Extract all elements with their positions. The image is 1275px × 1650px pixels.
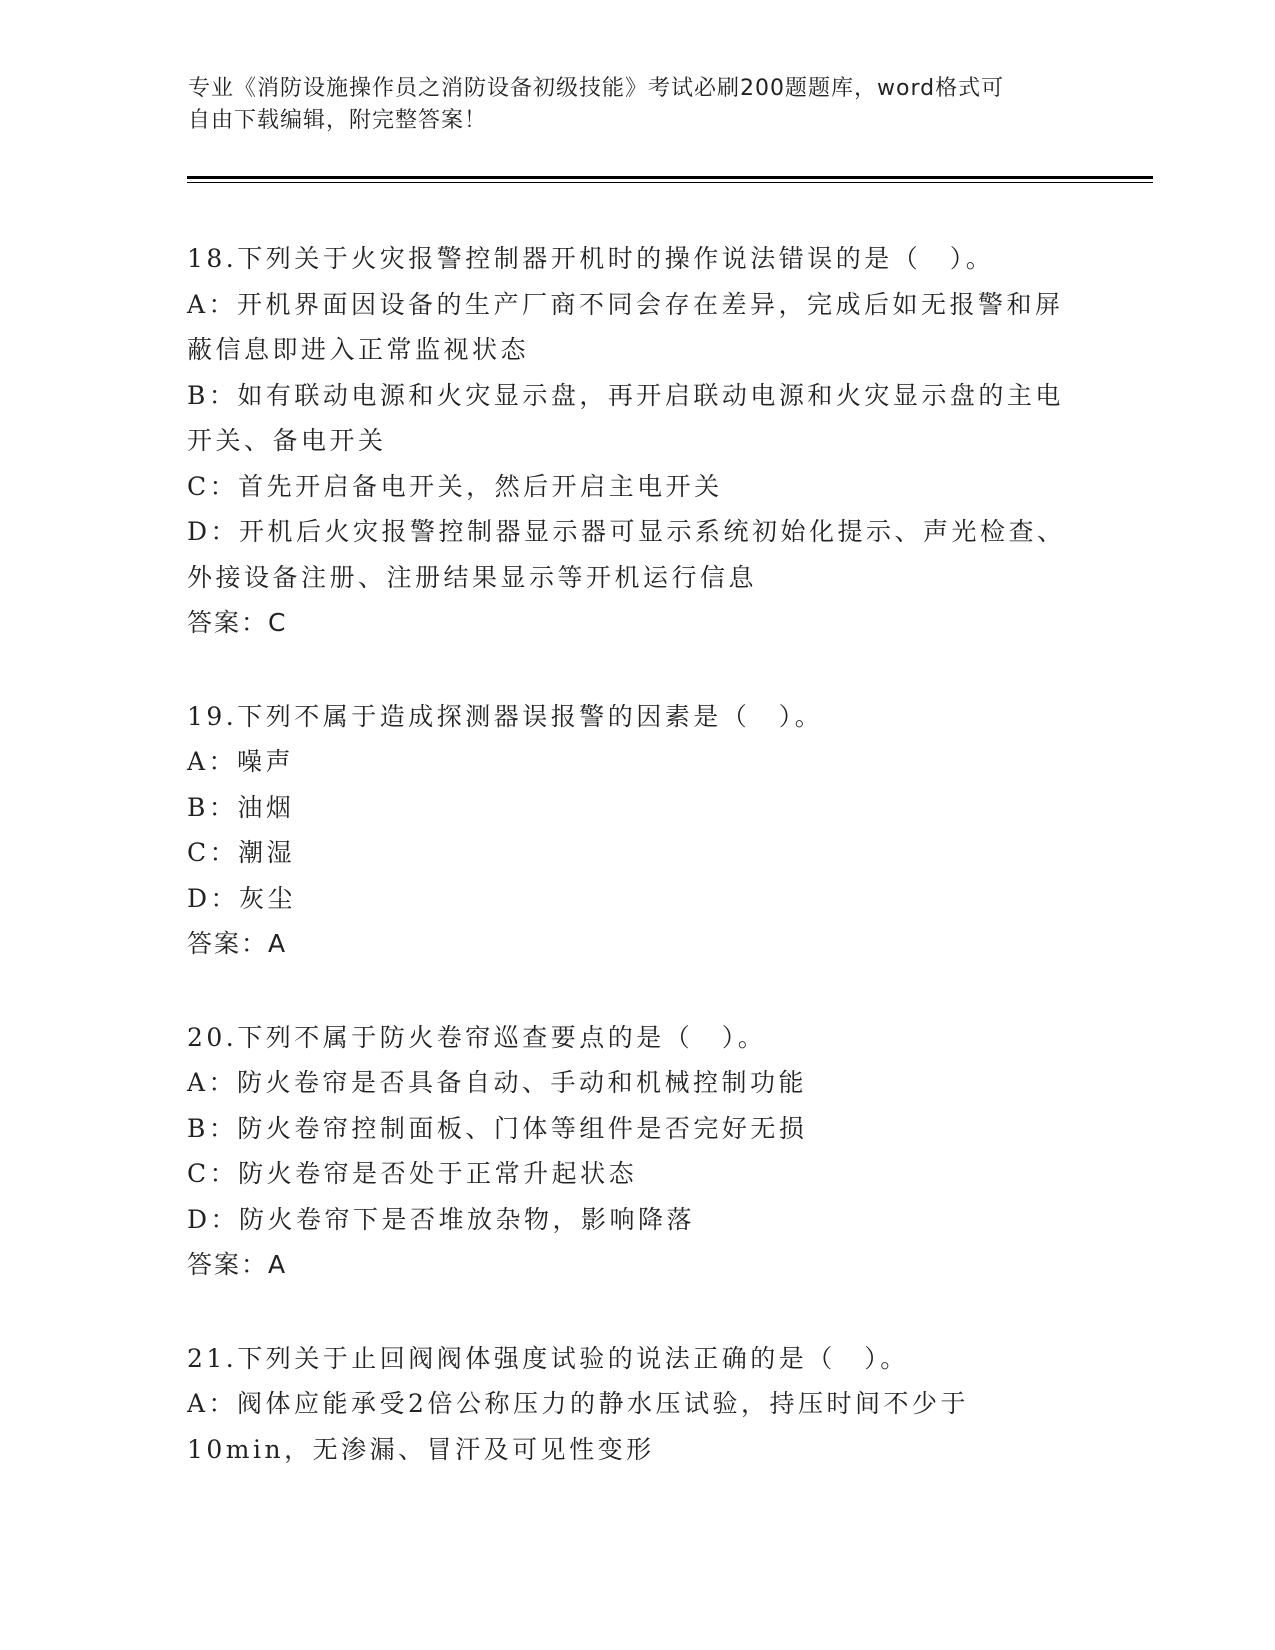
question-19 [187,694,1087,967]
question-stem: 21.下列关于止回阀阀体强度试验的说法正确的是（ ）。 [187,1343,909,1373]
header-line-1: 专业《消防设施操作员之消防设备初级技能》考试必刷200题题库，word格式可 [188,76,1005,101]
option-d: D：灰尘 [187,883,297,913]
document-header [188,73,1078,137]
header-divider-thin [187,182,1153,183]
question-stem: 19.下列不属于造成探测器误报警的因素是（ ）。 [187,701,824,731]
question-21 [187,1336,1087,1473]
option-a: A：开机界面因设备的生产厂商不同会存在差异，完成后如无报警和屏蔽信息即进入正常监视状态 [187,289,1064,364]
option-a: A：防火卷帘是否具备自动、手动和机械控制功能 [187,1068,808,1097]
option-c: C：首先开启备电开关，然后开启主电开关 [187,471,723,501]
option-b: B：油烟 [187,792,295,822]
option-d: D：开机后火灾报警控制器显示器可显示系统初始化提示、声光检查、外接设备注册、注册结果显示等开机运行信息 [187,517,1066,592]
question-stem: 20.下列不属于防火卷帘巡查要点的是（ ）。 [187,1022,767,1052]
option-b: B：如有联动电源和火灾显示盘，再开启联动电源和火灾显示盘的主电开关、备电开关 [187,380,1064,455]
question-18 [187,236,1087,646]
option-b: B：防火卷帘控制面板、门体等组件是否完好无损 [187,1113,808,1143]
answer-line: 答案：A [187,1250,288,1279]
answer-line: 答案：A [187,929,288,958]
header-line-2: 自由下载编辑，附完整答案！ [188,108,488,133]
answer-line: 答案：C [187,608,288,637]
option-d: D：防火卷帘下是否堆放杂物，影响降落 [187,1204,696,1234]
question-list [187,236,1087,1520]
header-divider-thick [187,176,1153,179]
option-a: A：阀体应能承受2倍公称压力的静水压试验，持压时间不少于10min，无渗漏、冒汗及可见性变形 [187,1389,969,1464]
option-c: C：潮湿 [187,838,296,867]
option-a: A：噪声 [187,747,295,776]
question-20 [187,1015,1087,1288]
question-stem: 18.下列关于火灾报警控制器开机时的操作说法错误的是（ ）。 [187,244,995,273]
option-c: C：防火卷帘是否处于正常升起状态 [187,1159,638,1188]
